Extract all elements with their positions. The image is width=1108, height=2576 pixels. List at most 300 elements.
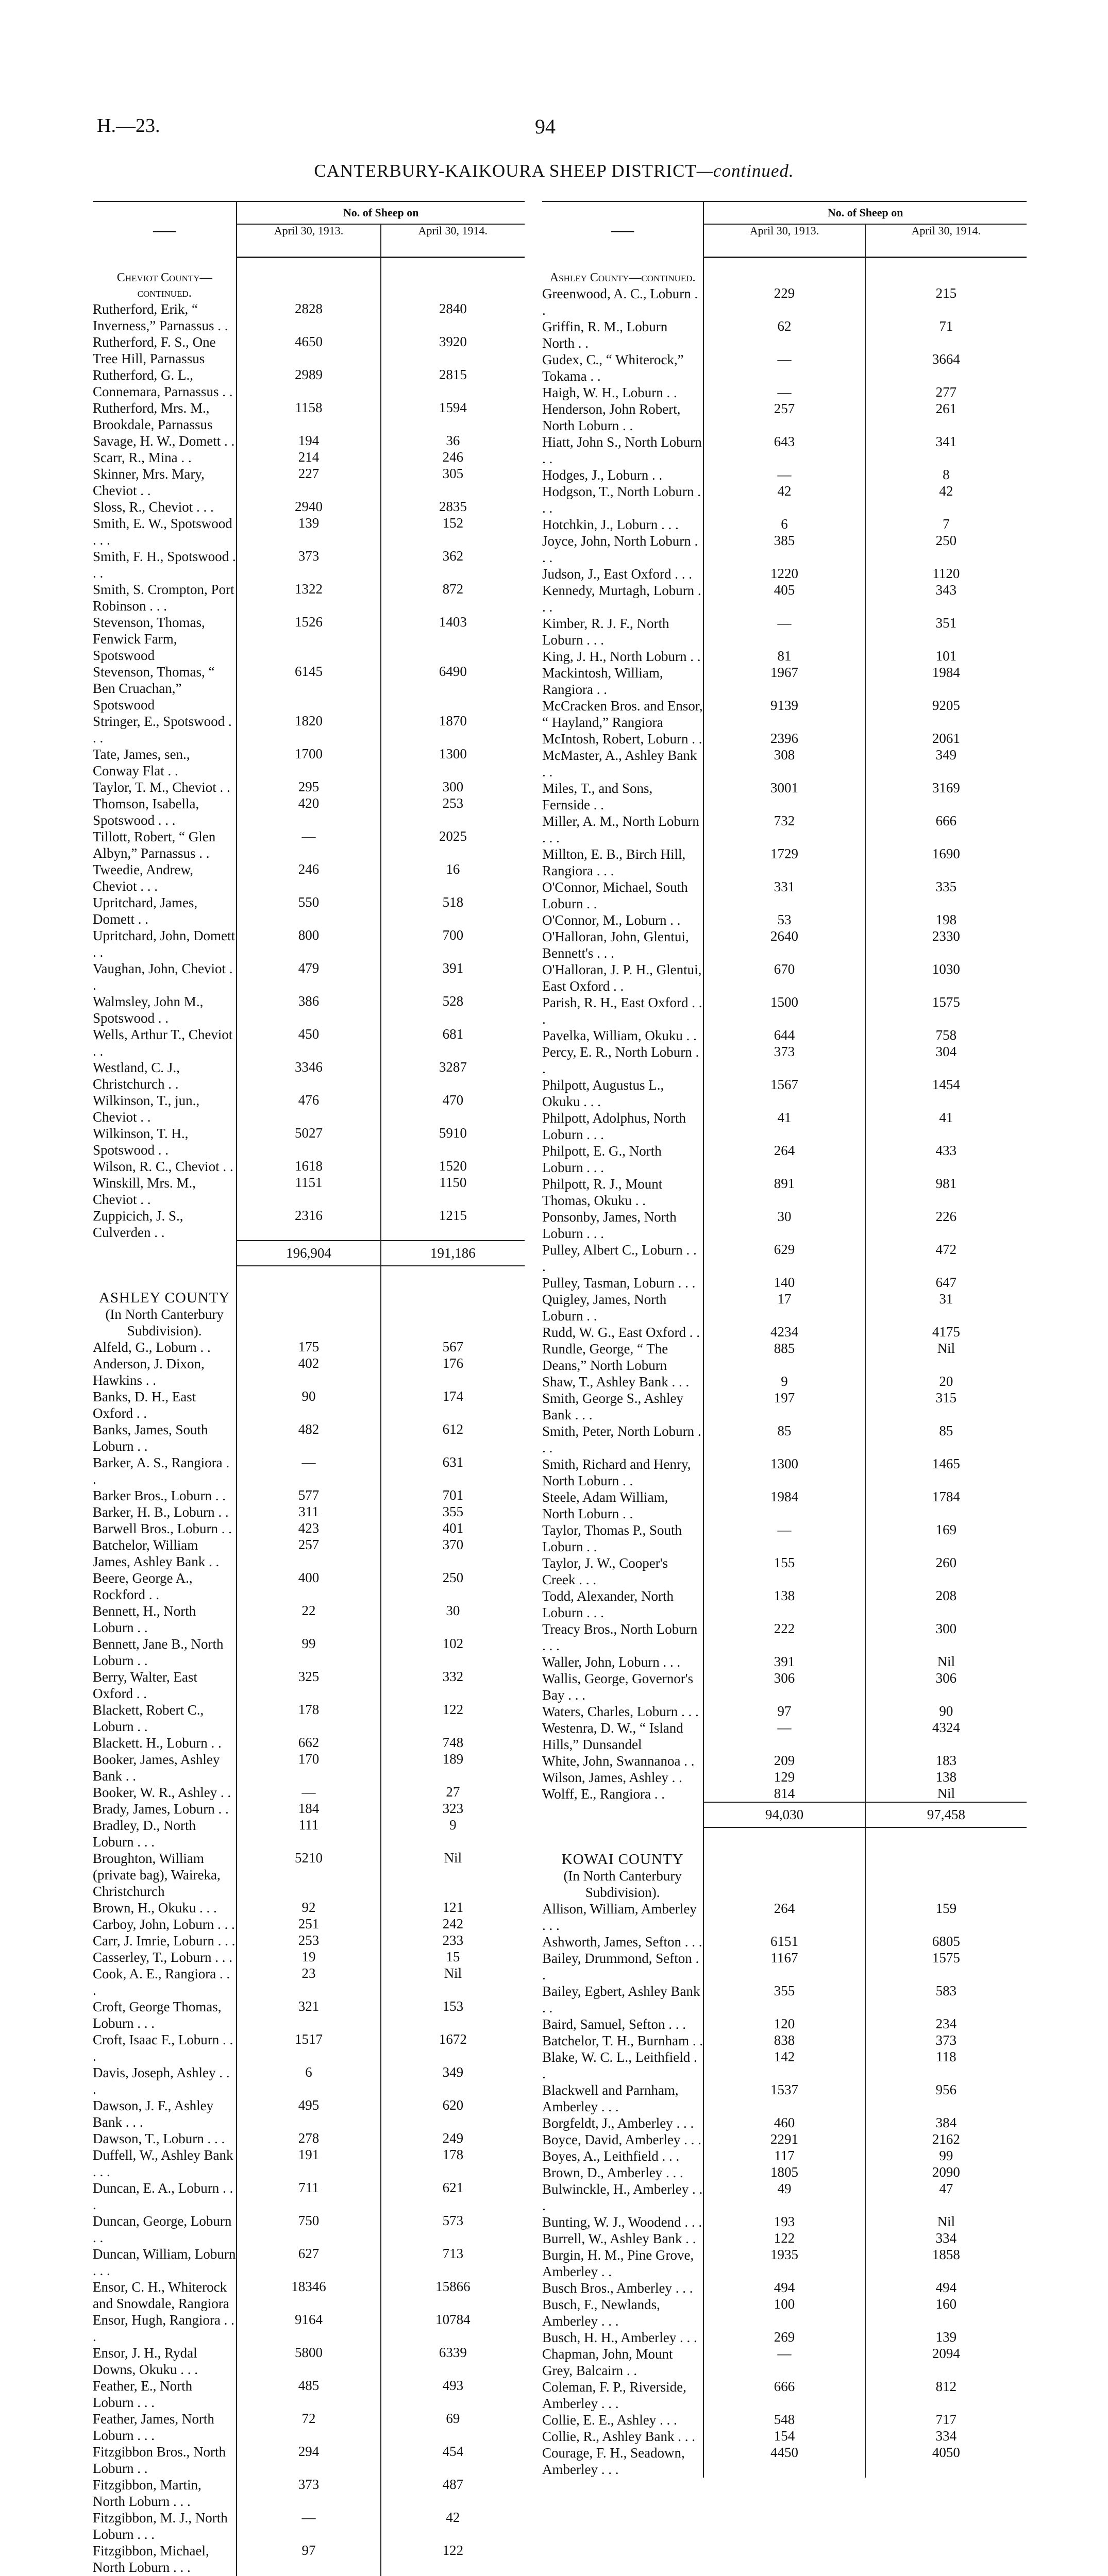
count-1913: 629: [703, 1242, 865, 1275]
table-row: [93, 2064, 525, 2097]
table-row: [93, 1175, 525, 1208]
count-1913: 197: [703, 1390, 865, 1423]
owner-name: Wilkinson, T. H., Spotswood . .: [93, 1125, 237, 1158]
count-1914: 3287: [381, 1059, 525, 1092]
owner-name: Collie, E. E., Ashley . . .: [542, 2412, 703, 2428]
count-1914: 101: [865, 648, 1027, 665]
table-row: [542, 846, 1027, 879]
count-1913: 1805: [703, 2164, 865, 2181]
count-1913: 214: [237, 449, 380, 466]
count-1914: 2061: [865, 731, 1027, 747]
april-1913-header: April 30, 1913.: [237, 224, 380, 258]
table-row: [542, 648, 1027, 665]
owner-name: Savage, H. W., Domett . .: [93, 433, 237, 449]
table-row: [93, 433, 525, 449]
owner-name: Ponsonby, James, North Loburn . . .: [542, 1209, 703, 1242]
count-1913: 257: [703, 401, 865, 434]
count-1913: 1618: [237, 1158, 380, 1175]
owner-name: Bulwinckle, H., Amberley . . .: [542, 2181, 703, 2214]
count-1914: 9205: [865, 698, 1027, 731]
count-1913: 420: [237, 795, 380, 828]
table-row: [93, 614, 525, 664]
owner-name: Taylor, T. M., Cheviot . .: [93, 779, 237, 795]
table-row: [93, 1537, 525, 1570]
owner-name: Philpott, R. J., Mount Thomas, Okuku . .: [542, 1176, 703, 1209]
count-1913: 229: [703, 285, 865, 318]
owner-name: Feather, James, North Loburn . . .: [93, 2411, 237, 2444]
owner-name: Bailey, Egbert, Ashley Bank . .: [542, 1983, 703, 2016]
table-row: [542, 2115, 1027, 2131]
count-1913: [237, 2575, 380, 2576]
title-suffix: —continued.: [697, 161, 794, 181]
count-1913: 2640: [703, 928, 865, 961]
owner-name: Beere, George A., Rockford . .: [93, 1570, 237, 1603]
owner-name: Bennett, H., North Loburn . .: [93, 1603, 237, 1636]
table-row: [93, 2097, 525, 2130]
right-column: [542, 201, 1027, 2478]
count-1913: 800: [237, 927, 380, 960]
count-1913: 627: [237, 2246, 380, 2279]
owner-name: Carr, J. Imrie, Loburn . . .: [93, 1933, 237, 1949]
owner-name: Blackwell and Parnham, Amberley . . .: [542, 2082, 703, 2115]
owner-name: Fitzgibbon, Michael, North Loburn . . .: [93, 2543, 237, 2575]
count-1914: 121: [381, 1900, 525, 1916]
count-1913: 257: [237, 1537, 380, 1570]
table-row: [93, 1669, 525, 1702]
count-1914: 1858: [865, 2247, 1027, 2280]
owner-name: Feather, E., North Loburn . . .: [93, 2378, 237, 2411]
count-1914: 528: [381, 993, 525, 1026]
count-1914: 1870: [381, 713, 525, 746]
count-1913: 19: [237, 1949, 380, 1965]
table-row: [542, 747, 1027, 780]
count-1913: 711: [237, 2180, 380, 2213]
owner-name: Haigh, W. H., Loburn . .: [542, 384, 703, 401]
total-1914: 191,186: [381, 1241, 525, 1266]
count-1913: 2396: [703, 731, 865, 747]
owner-name: Stringer, E., Spotswood . . .: [93, 713, 237, 746]
count-1913: 193: [703, 2214, 865, 2230]
count-1914: Nil: [865, 1786, 1027, 1802]
count-1914: 6339: [381, 2345, 525, 2378]
owner-name: Kimber, R. J. F., North Loburn . . .: [542, 615, 703, 648]
table-row: [93, 1784, 525, 1801]
table-row: [542, 1753, 1027, 1769]
count-1914: 493: [381, 2378, 525, 2411]
owner-name: Parish, R. H., East Oxford . . .: [542, 994, 703, 1027]
count-1914: 6490: [381, 664, 525, 713]
owner-name: Greenwood, A. C., Loburn . .: [542, 285, 703, 318]
table-row: [542, 2428, 1027, 2445]
table-row: [542, 615, 1027, 648]
count-1914: 666: [865, 813, 1027, 846]
count-1913: 1567: [703, 1077, 865, 1110]
table-row: [542, 2148, 1027, 2164]
count-1913: 331: [703, 879, 865, 912]
table-row: [542, 1769, 1027, 1786]
count-1913: 666: [703, 2379, 865, 2412]
owner-column-header: —: [93, 201, 237, 258]
count-1914: 335: [865, 879, 1027, 912]
count-1913: 2940: [237, 499, 380, 515]
owner-name: Hiatt, John S., North Loburn . .: [542, 434, 703, 467]
count-1914: 10784: [381, 2312, 525, 2345]
count-1913: 3001: [703, 780, 865, 813]
owner-name: Blake, W. C. L., Leithfield . .: [542, 2049, 703, 2082]
count-1914: 4175: [865, 1324, 1027, 1341]
owner-name: Tillott, Robert, “ Glen Albyn,” Parnassus . .: [93, 828, 237, 861]
count-1913: 4650: [237, 334, 380, 367]
count-1914: 102: [381, 1636, 525, 1669]
count-1913: 30: [703, 1209, 865, 1242]
table-row: [93, 1636, 525, 1669]
count-1913: —: [703, 351, 865, 384]
count-1914: 304: [865, 1044, 1027, 1077]
owner-name: Bennett, Jane B., North Loburn . .: [93, 1636, 237, 1669]
table-row: [93, 713, 525, 746]
owner-name: Davis, Joseph, Ashley . . .: [93, 2064, 237, 2097]
count-1914: 261: [865, 401, 1027, 434]
table-row: [542, 1390, 1027, 1423]
count-1913: 1984: [703, 1489, 865, 1522]
table-row: [93, 1570, 525, 1603]
owner-name: Banks, D. H., East Oxford . .: [93, 1388, 237, 1421]
table-row: [93, 2378, 525, 2411]
table-row: [93, 746, 525, 779]
count-1913: 1517: [237, 2031, 380, 2064]
count-1914: 1120: [865, 566, 1027, 582]
table-row: [93, 548, 525, 581]
table-row: [93, 1388, 525, 1421]
table-row: [542, 1291, 1027, 1324]
count-1914: 8: [865, 467, 1027, 483]
table-row: [542, 994, 1027, 1027]
table-row: [542, 467, 1027, 483]
count-1913: 2316: [237, 1208, 380, 1241]
count-1913: 885: [703, 1341, 865, 1374]
table-row: [93, 795, 525, 828]
count-1914: 362: [381, 548, 525, 581]
table-row: [542, 1324, 1027, 1341]
table-row: [93, 2279, 525, 2312]
owner-name: Alfeld, G., Loburn . .: [93, 1339, 237, 1355]
count-1913: 111: [237, 1817, 380, 1850]
table-row: [542, 483, 1027, 516]
count-1914: 277: [865, 384, 1027, 401]
table-row: [542, 566, 1027, 582]
count-1913: 6151: [703, 1934, 865, 1950]
count-1913: 2291: [703, 2131, 865, 2148]
count-1914: 583: [865, 1983, 1027, 2016]
table-row: [93, 828, 525, 861]
count-1914: 138: [865, 1769, 1027, 1786]
count-1913: 460: [703, 2115, 865, 2131]
table-row: [542, 1110, 1027, 1143]
table-row: [93, 1487, 525, 1504]
count-1914: 69: [381, 2411, 525, 2444]
count-1913: —: [703, 615, 865, 648]
count-1913: 325: [237, 1669, 380, 1702]
count-1913: 1500: [703, 994, 865, 1027]
owner-name: Rutherford, F. S., One Tree Hill, Parnassus: [93, 334, 237, 367]
table-row: [542, 1670, 1027, 1703]
table-row: [93, 2180, 525, 2213]
count-1914: 2094: [865, 2346, 1027, 2379]
page-title: [0, 161, 1108, 181]
owner-name: Smith, F. H., Spotswood . . .: [93, 548, 237, 581]
table-row: [93, 2575, 525, 2576]
table-row: [542, 2247, 1027, 2280]
count-1914: 1215: [381, 1208, 525, 1241]
table-row: [542, 1934, 1027, 1950]
table-row: [93, 1916, 525, 1933]
owner-name: Wilkinson, T., jun., Cheviot . .: [93, 1092, 237, 1125]
count-1914: 1575: [865, 1950, 1027, 1983]
count-1913: 117: [703, 2148, 865, 2164]
count-1913: 5210: [237, 1850, 380, 1900]
count-1913: 1220: [703, 566, 865, 582]
table-row: [542, 698, 1027, 731]
count-1914: 1672: [381, 2031, 525, 2064]
owner-name: Dawson, J. F., Ashley Bank . . .: [93, 2097, 237, 2130]
count-1914: 701: [381, 1487, 525, 1504]
count-1913: 72: [237, 2411, 380, 2444]
ashley-county-continued-rows: [542, 258, 1027, 1802]
total-1913: 94,030: [703, 1802, 865, 1827]
count-1913: 41: [703, 1110, 865, 1143]
owner-name: Taylor, J. W., Cooper's Creek . . .: [542, 1555, 703, 1588]
table-row: [542, 2049, 1027, 2082]
table-row: [542, 2379, 1027, 2412]
table-row: [93, 1026, 525, 1059]
table-row: [93, 1751, 525, 1784]
owner-name: Banks, James, South Loburn . .: [93, 1421, 237, 1454]
owner-name: Sloss, R., Cheviot . . .: [93, 499, 237, 515]
owner-name: McCracken Bros. and Ensor, “ Hayland,” Rangiora: [542, 698, 703, 731]
count-1914: 1150: [381, 1175, 525, 1208]
count-1913: 62: [703, 318, 865, 351]
count-1913: 142: [703, 2049, 865, 2082]
count-1913: 355: [703, 1983, 865, 2016]
count-1913: 81: [703, 648, 865, 665]
table-row: [542, 2296, 1027, 2329]
owner-name: Brown, H., Okuku . . .: [93, 1900, 237, 1916]
count-1913: 6: [237, 2064, 380, 2097]
count-1913: 1967: [703, 665, 865, 698]
count-1914: 620: [381, 2097, 525, 2130]
table-row: [93, 581, 525, 614]
owner-name: Cook, A. E., Rangiora . . .: [93, 1965, 237, 1998]
count-1914: 178: [381, 2147, 525, 2180]
count-1914: 246: [381, 449, 525, 466]
owner-name: Brady, James, Loburn . .: [93, 1801, 237, 1817]
count-1913: 2989: [237, 367, 380, 400]
owner-name: Pulley, Tasman, Loburn . . .: [542, 1275, 703, 1291]
owner-name: Scarr, R., Mina . .: [93, 449, 237, 466]
count-1914: Nil: [381, 1965, 525, 1998]
owner-name: Collie, R., Ashley Bank . . .: [542, 2428, 703, 2445]
table-row: [542, 384, 1027, 401]
owner-name: Pulley, Albert C., Loburn . . .: [542, 1242, 703, 1275]
total-1913: 196,904: [237, 1241, 380, 1266]
table-row: [93, 2543, 525, 2575]
owner-name: Boyes, A., Leithfield . . .: [542, 2148, 703, 2164]
table-row: [542, 2082, 1027, 2115]
owner-name: Duncan, E. A., Loburn . . .: [93, 2180, 237, 2213]
count-1913: 184: [237, 1801, 380, 1817]
count-1914: 169: [865, 1522, 1027, 1555]
table-row: [93, 1339, 525, 1355]
table-row: [542, 1720, 1027, 1753]
owner-name: Quigley, James, North Loburn . .: [542, 1291, 703, 1324]
count-1913: —: [237, 828, 380, 861]
count-1913: —: [237, 1454, 380, 1487]
count-1913: 49: [703, 2181, 865, 2214]
right-sheep-table: [542, 201, 1027, 2478]
count-1914: 401: [381, 1520, 525, 1537]
count-1913: 5800: [237, 2345, 380, 2378]
count-1913: 1526: [237, 614, 380, 664]
count-1913: 662: [237, 1735, 380, 1751]
count-1913: 1158: [237, 400, 380, 433]
count-1913: 373: [237, 548, 380, 581]
owner-name: Fitzgibbon, M. J., North Loburn . . .: [93, 2510, 237, 2543]
table-row: [542, 1027, 1027, 1044]
owner-name: Todd, Alexander, North Loburn . . .: [542, 1588, 703, 1621]
table-row: [93, 466, 525, 499]
count-1914: 9: [381, 1817, 525, 1850]
count-1914: 872: [381, 581, 525, 614]
table-row: [542, 2032, 1027, 2049]
count-1913: 670: [703, 961, 865, 994]
count-1914: 99: [865, 2148, 1027, 2164]
count-1914: 234: [865, 2016, 1027, 2032]
count-1913: 170: [237, 1751, 380, 1784]
count-1914: 343: [865, 582, 1027, 615]
count-1913: 122: [703, 2230, 865, 2247]
table-row: [542, 1555, 1027, 1588]
count-1914: 621: [381, 2180, 525, 2213]
ashley-county-total: [542, 1802, 1027, 1901]
owner-name: Philpott, E. G., North Loburn . . .: [542, 1143, 703, 1176]
count-1914: 334: [865, 2428, 1027, 2445]
table-row: [542, 1423, 1027, 1456]
count-1913: 53: [703, 912, 865, 928]
page-number: 94: [535, 114, 556, 139]
sheep-count-group-header: No. of Sheep on: [237, 201, 525, 224]
count-1914: 306: [865, 1670, 1027, 1703]
count-1913: 295: [237, 779, 380, 795]
owner-name: Joyce, John, North Loburn . . .: [542, 533, 703, 566]
table-row: [93, 2411, 525, 2444]
owner-name: Westenra, D. W., “ Island Hills,” Dunsandel: [542, 1720, 703, 1753]
table-row: [542, 2230, 1027, 2247]
count-1914: 370: [381, 1537, 525, 1570]
owner-name: Tate, James, sen., Conway Flat . .: [93, 746, 237, 779]
count-1914: 31: [865, 1291, 1027, 1324]
table-row: [93, 927, 525, 960]
count-1913: 22: [237, 1603, 380, 1636]
table-row: [542, 780, 1027, 813]
county-heading: KOWAI COUNTY: [542, 1827, 703, 1868]
table-row: [542, 2181, 1027, 2214]
count-1913: 732: [703, 813, 865, 846]
count-1914: 1575: [865, 994, 1027, 1027]
count-1913: 155: [703, 1555, 865, 1588]
count-1914: 176: [381, 1355, 525, 1388]
count-1914: 3920: [381, 334, 525, 367]
owner-name: Stevenson, Thomas, “ Ben Cruachan,” Spotswood: [93, 664, 237, 713]
table-row: [542, 1703, 1027, 1720]
count-1914: 5910: [381, 1125, 525, 1158]
owner-name: Croft, Isaac F., Loburn . . .: [93, 2031, 237, 2064]
count-1914: Nil: [381, 1850, 525, 1900]
count-1913: 3346: [237, 1059, 380, 1092]
table-row: [93, 2444, 525, 2477]
count-1914: 90: [865, 1703, 1027, 1720]
owner-name: O'Connor, Michael, South Loburn . .: [542, 879, 703, 912]
table-row: [542, 1786, 1027, 1802]
document-reference: H.—23.: [97, 114, 160, 137]
owner-name: Shaw, T., Ashley Bank . . .: [542, 1374, 703, 1390]
owner-name: Kennedy, Murtagh, Loburn . . .: [542, 582, 703, 615]
table-row: [542, 351, 1027, 384]
count-1914: 1594: [381, 400, 525, 433]
count-1914: 153: [381, 1998, 525, 2031]
count-1913: 750: [237, 2213, 380, 2246]
count-1913: 373: [703, 1044, 865, 1077]
table-row: [542, 1176, 1027, 1209]
count-1913: 97: [237, 2543, 380, 2575]
count-1914: 1465: [865, 1456, 1027, 1489]
table-row: [93, 1965, 525, 1998]
owner-name: Philpott, Adolphus, North Loburn . . .: [542, 1110, 703, 1143]
count-1914: 189: [381, 1751, 525, 1784]
total-1914: 97,458: [865, 1802, 1027, 1827]
owner-name: Hodges, J., Loburn . .: [542, 467, 703, 483]
count-1913: 838: [703, 2032, 865, 2049]
table-row: [542, 1242, 1027, 1275]
count-1914: 4050: [865, 2445, 1027, 2478]
owner-name: Vaughan, John, Cheviot . .: [93, 960, 237, 993]
count-1914: 122: [381, 2543, 525, 2575]
table-row: [93, 2031, 525, 2064]
table-row: [542, 2214, 1027, 2230]
table-row: [542, 434, 1027, 467]
count-1914: 2162: [865, 2131, 1027, 2148]
count-1914: 233: [381, 1933, 525, 1949]
count-1914: 30: [381, 1603, 525, 1636]
count-1913: 175: [237, 1339, 380, 1355]
table-row: [93, 993, 525, 1026]
table-row: [93, 1850, 525, 1900]
table-row: [93, 861, 525, 894]
owner-name: Burgin, H. M., Pine Grove, Amberley . .: [542, 2247, 703, 2280]
owner-name: Pavelka, William, Okuku . .: [542, 1027, 703, 1044]
count-1914: 349: [381, 2064, 525, 2097]
table-row: [93, 400, 525, 433]
owner-name: Miles, T., and Sons, Fernside . .: [542, 780, 703, 813]
owner-name: Dawson, T., Loburn . . .: [93, 2130, 237, 2147]
count-1913: 1151: [237, 1175, 380, 1208]
count-1913: 100: [703, 2296, 865, 2329]
table-row: [93, 2213, 525, 2246]
count-1913: 191: [237, 2147, 380, 2180]
april-1914-header: April 30, 1914.: [865, 224, 1027, 258]
table-row: [93, 1059, 525, 1092]
owner-name: White, John, Swannanoa . .: [542, 1753, 703, 1769]
april-1913-header: April 30, 1913.: [703, 224, 865, 258]
